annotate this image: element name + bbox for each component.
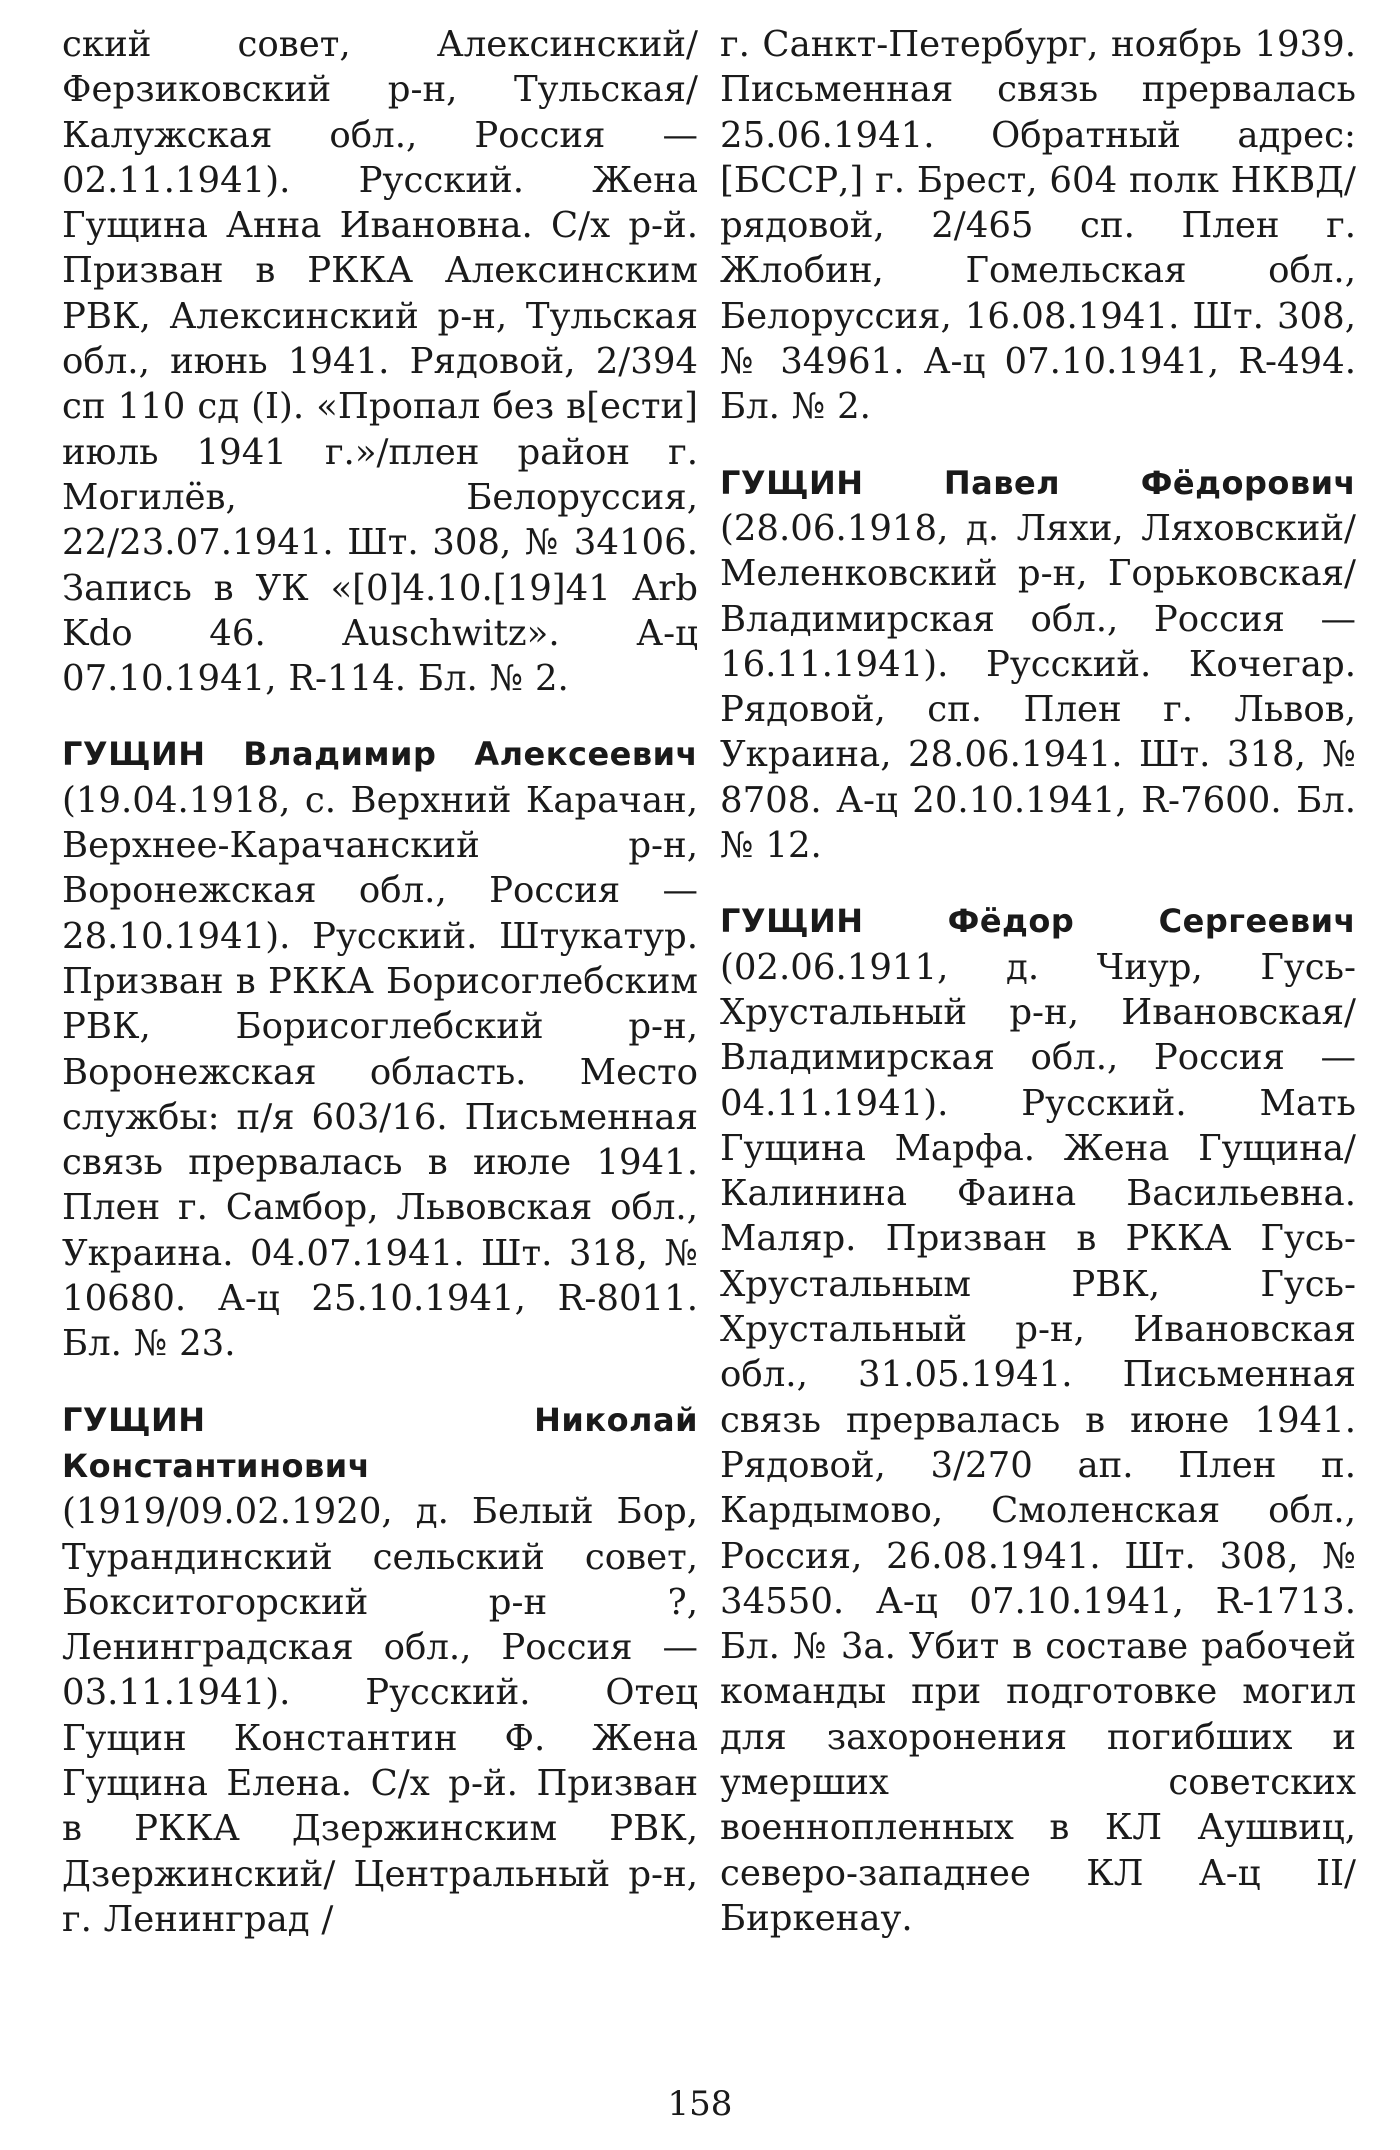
entry-gushchin-pavel bbox=[720, 460, 1356, 869]
entry-given-name: Владимир Алексеевич bbox=[243, 735, 698, 774]
left-column bbox=[62, 22, 698, 1972]
entry-given-name: Фёдор Сергеевич bbox=[947, 902, 1356, 941]
entry-gushchin-fyodor bbox=[720, 898, 1356, 1941]
entry-text: (02.06.1911, д. Чиур, Гусь-Хрустальный р-н, Ивановская/ Владимирская обл., Россия — 04.11.1941). Русский. Мать Гущина Марфа. Жена Гущина/ Калинина Фаина Васильевна. Маляр. Призван в РККА Гусь-Хрустальным РВК, Гусь-Хрустальный р-н, Ивановская обл., 31.05.1941. Письменная связь прервалась в июне 1941. Рядовой, 3/270 ап. Плен п. Кардымово, Смоленская обл., Россия, 26.08.1941. Шт. 308, № 34550. А-ц 07.10.1941, R-1713. Бл. № 3а. Убит в составе рабочей команды при подготовке могил для захоронения погибших и умерших советских военнопленных в КЛ Аушвиц, северо-западнее КЛ А-ц II/Биркенау. bbox=[720, 946, 1356, 1939]
page-number: 158 bbox=[667, 2084, 733, 2124]
entry-surname: ГУЩИН bbox=[720, 463, 864, 502]
entry-continuation bbox=[62, 22, 698, 701]
entry-text: г. Санкт-Петербург, ноябрь 1939. Письменная связь прервалась 25.06.1941. Обратный адрес: [БССР,] г. Брест, 604 полк НКВД/рядовой, 2/465 сп. Плен г. Жлобин, Гомельская обл., Белоруссия, 16.08.1941. Шт. 308, № 34961. А-ц 07.10.1941, R-494. Бл. № 2. bbox=[720, 24, 1356, 428]
entry-text: (19.04.1918, с. Верхний Карачан, Верхнее-Карачанский р-н, Воронежская обл., Россия — 28.10.1941). Русский. Штукатур. Призван в РККА Борисоглебским РВК, Борисоглебский р-н, Воронежская область. Место службы: п/я 603/16. Письменная связь прервалась в июле 1941. Плен г. Самбор, Львовская обл., Украина. 04.07.1941. Шт. 318, № 10680. А-ц 25.10.1941, R-8011. Бл. № 23. bbox=[62, 779, 698, 1365]
entry-given-name: Павел Фёдорович bbox=[943, 463, 1356, 502]
right-column bbox=[720, 22, 1356, 1971]
entry-gushchin-vladimir bbox=[62, 731, 698, 1366]
entry-surname: ГУЩИН bbox=[62, 735, 206, 774]
entry-text: (28.06.1918, д. Ляхи, Ляховский/Меленковский р-н, Горьковская/Владимирская обл., Россия — 16.11.1941). Русский. Кочегар. Рядовой, сп. Плен г. Львов, Украина, 28.06.1941. Шт. 318, № 8708. А-ц 20.10.1941, R-7600. Бл. № 12. bbox=[720, 507, 1356, 867]
entry-text: ский совет, Алексинский/ Ферзиковский р-н, Тульская/ Калужская обл., Россия — 02.11.1941). Русский. Жена Гущина Анна Ивановна. С/х р-й. Призван в РККА Алексинским РВК, Алексинский р-н, Тульская обл., июнь 1941. Рядовой, 2/394 сп 110 сд (I). «Пропал без в[ести] июль 1941 г.»/плен район г. Могилёв, Белоруссия, 22/23.07.1941. Шт. 308, № 34106. Запись в УК «[0]4.10.[19]41 Arb Kdo 46. Auschwitz». А-ц 07.10.1941, R-114. Бл. № 2. bbox=[62, 24, 698, 700]
entry-surname: ГУЩИН bbox=[720, 902, 864, 941]
entry-surname: ГУЩИН bbox=[62, 1400, 206, 1439]
entry-text: (1919/09.02.1920, д. Белый Бор, Турандинский сельский совет, Бокситогорский р-н ?, Ленинградская обл., Россия — 03.11.1941). Русский. Отец Гущин Константин Ф. Жена Гущина Елена. С/х р-й. Призван в РККА Дзержинским РВК, Дзержинский/ Центральный р-н, г. Ленинград / bbox=[62, 1491, 698, 1940]
entry-given-name: Николай Константинович bbox=[62, 1400, 698, 1485]
entry-continuation bbox=[720, 22, 1356, 430]
entry-gushchin-nikolai bbox=[62, 1397, 698, 1943]
